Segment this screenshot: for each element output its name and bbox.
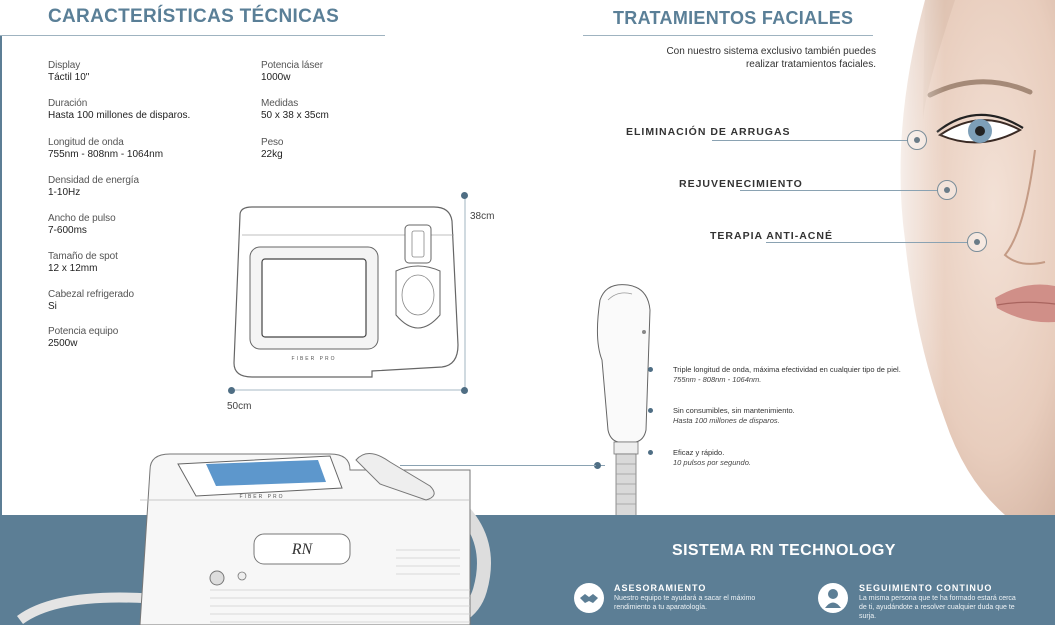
spec-item: Ancho de pulso 7-600ms [48,213,116,236]
dimension-dot [228,387,235,394]
service-title: SEGUIMIENTO CONTINUO [859,583,993,593]
facial-title-rule [583,35,873,36]
target-icon [937,180,957,200]
spec-item: Densidad de energía 1-10Hz [48,175,139,198]
treatment-label: ELIMINACIÓN DE ARRUGAS [626,126,791,138]
specs-title: CARACTERÍSTICAS TÉCNICAS [48,6,340,27]
target-icon [967,232,987,252]
treatment-line [712,140,908,141]
feature-dot [648,408,653,413]
facial-title: TRATAMIENTOS FACIALES [613,8,854,28]
spec-item: Medidas 50 x 38 x 35cm [261,98,329,121]
spec-item: Peso 22kg [261,137,284,160]
specs-title-rule [0,35,385,36]
handshake-icon [574,583,604,613]
dimension-dot [461,192,468,199]
device-diagram [222,195,472,410]
feature-dot [648,367,653,372]
device-brand: FIBER PRO [291,356,337,362]
treatment-label: TERAPIA ANTI-ACNÉ [710,230,833,242]
treatment-label: REJUVENECIMIENTO [679,178,803,190]
svg-text:FIBER PRO: FIBER PRO [239,494,285,500]
spec-item: Potencia equipo 2500w [48,326,119,349]
face-photo [885,0,1055,515]
spec-item: Potencia láser 1000w [261,60,323,83]
feature-item: Sin consumibles, sin mantenimiento. Hasta 100 millones de disparos. [673,406,795,425]
machine-illustration [0,440,520,625]
dimension-width: 50cm [227,401,252,412]
service-title: ASESORAMIENTO [614,583,707,593]
spec-item: Cabezal refrigerado Si [48,289,134,312]
treatment-line [766,242,968,243]
facial-intro: Con nuestro sistema exclusivo también puedes realizar tratamientos faciales. [666,46,876,70]
feature-item: Triple longitud de onda, máxima efectividad en cualquier tipo de piel. 755nm - 808nm - 1064nm. [673,365,901,384]
service-text: La misma persona que te ha formado estará cerca de ti, ayudándote a resolver cualquier duda que te surja. [859,595,1016,620]
handpiece-illustration [588,280,658,520]
spec-item: Display Táctil 10" [48,60,90,83]
feature-item: Eficaz y rápido. 10 pulsos por segundo. [673,448,751,467]
service-text: Nuestro equipo te ayudará a sacar el máximo rendimiento a tu aparatología. [614,595,756,611]
dimension-dot [461,387,468,394]
person-icon [818,583,848,613]
treatment-line [740,190,938,191]
spec-item: Duración Hasta 100 millones de disparos. [48,98,191,121]
dimension-height: 38cm [470,211,495,222]
spec-item: Tamaño de spot 12 x 12mm [48,251,118,274]
target-icon [907,130,927,150]
feature-dot [648,450,653,455]
spec-item: Longitud de onda 755nm - 808nm - 1064nm [48,137,164,160]
machine-logo: RN [291,541,313,558]
system-title: SISTEMA RN TECHNOLOGY [672,542,896,559]
